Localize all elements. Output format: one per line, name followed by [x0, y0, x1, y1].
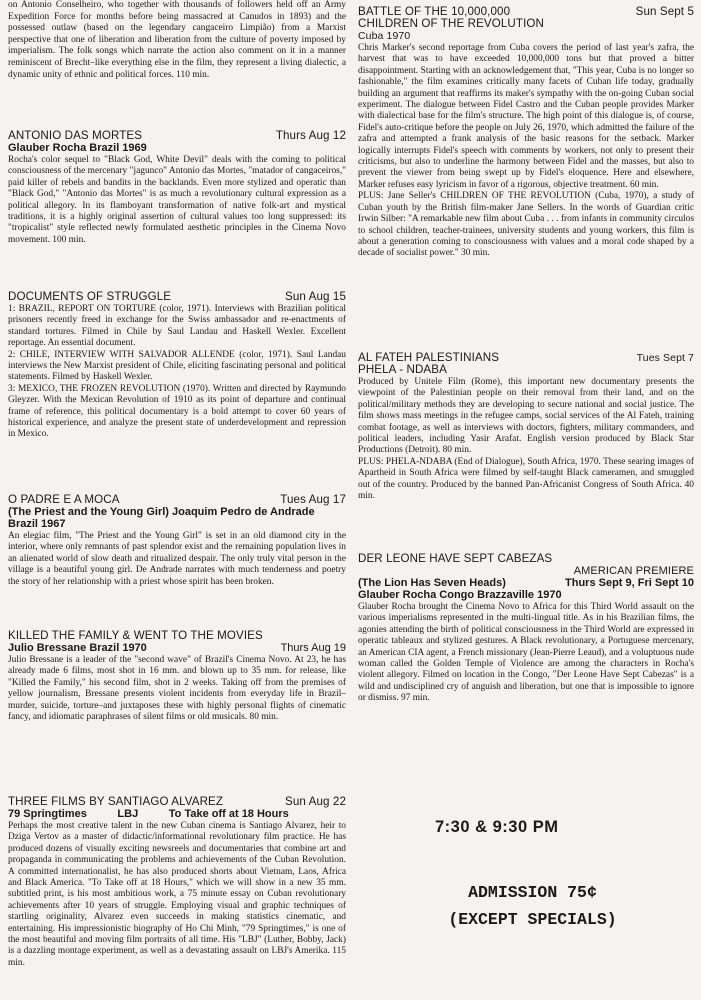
film-subtitle: PHELA - NDABA [358, 363, 447, 376]
film-title-row [8, 291, 346, 303]
admission-block [420, 879, 645, 933]
film-description: An elegiac film, "The Priest and the Young Girl" is set in an old diamond city in the interior, where only remnants of past splendor exist and the remaining population lives in an alienated world of slow death and ritualized despair. The only truly vital person in the village is a beautiful young girl. De Andrade narrates with much tenderness and poetry the story of her relationship with a priest whose spirit has been broken. [8, 531, 346, 587]
film-credits-year: Cuba 1970 [358, 30, 411, 42]
film-entry [8, 630, 346, 723]
film-title-row [8, 130, 346, 142]
admission-exception: (EXCEPT SPECIALS) [448, 910, 617, 929]
admission-price: ADMISSION 75¢ [468, 883, 597, 902]
film-description: Glauber Rocha brought the Cinema Novo to Africa for this Third World assault on the various imperialisms represented in the multi-lingual title. As in his Brazilian films, the agonies attending the birth of political consciousness in the Third World are expressed in operatic tableaux and stylized gestures. A Black revolutionary, a Portuguese mercenary, an American CIA agent, a French missionary (Jean-Pierre Leaud), and a voluptuous nude woman called the Golden Temple of Violence are among the characters in Rocha's violent allegory. Filmed on location in the Congo, "Der Leone Have Sept Cabezas" is a wild and undisciplined cry of anguish and liberation, but one that is impossible to ignore or dismiss. 97 min. [358, 602, 694, 704]
film-date: Sun Aug 22 [285, 795, 346, 808]
film-title-row [358, 553, 694, 565]
film-title: KILLED THE FAMILY & WENT TO THE MOVIES [8, 629, 263, 642]
film-title: THREE FILMS BY SANTIAGO ALVAREZ [8, 795, 224, 808]
film-date: Tues Sept 7 [636, 352, 694, 364]
film-title: DER LEONE HAVE SEPT CABEZAS [358, 552, 553, 565]
film-credits: 79 Springtimes LBJ To Take off at 18 Hours [8, 808, 289, 820]
premiere-label: AMERICAN PREMIERE [573, 565, 694, 577]
film-entry [358, 352, 694, 502]
film-entry [8, 796, 346, 969]
showtimes: 7:30 & 9:30 PM [435, 818, 559, 836]
film-title: BATTLE OF THE 10,000,000 [358, 5, 511, 18]
film-description: Chris Marker's second reportage from Cuba covers the period of last year's zafra, the harvest that was to have exceeded 10,000,000 tons but that proved a bitter disappointment. Starting with an acknowledgement that, "This year, Cuba is no longer so fashionable," the film examines critically many facets of Cuban life today, gradually building an argument that reaffirms its maker's sympathy with the on-going Cuban social experiment. The dialogue between Fidel Castro and the Cuban people provides Marker with dialectical base for the film's structure. The high point of this dialogue is, of course, Fidel's auto-critique before the people on July 26, 1970, which admitted the failure of the zafra and attempted a frank analysis of the basic reasons for the setback. Marker logically interrupts Fidel's speech with comments by workers, not only to present their criticisms, but also to underline the harmony between Fidel and the masses, but also to prevent the viewer from being swept up by Fidel's eloquence. Here and elsewhere, Marker refuses easy lyricism in favor of a rigorous, objective treatment. 60 min. PLUS: Jane Seller's CHILDREN OF THE REVOLUTION (Cuba, 1970), a study of Cuban youth by the British film-maker Jane Sellers. In the words of Guardian critic Irwin Silber: "A remarkable new film about Cuba . . . from infants in community circulos to school children, teacher-trainees, university students and young workers, this film is about a generation coming to consciousness with values and a moral code shaped by a decade of socialist power." 30 min. [358, 43, 694, 259]
film-entry [8, 291, 346, 441]
film-description: Produced by Unitele Film (Rome), this important new documentary presents the viewpoint of the Palestinian people on their removal from their land, and on the political/military methods they are developing to secure national and social justice. The film shows mass meetings in the refugee camps, social services of the Al Fateh, training combat footage, as well as interviews with doctors, fighters, military commanders, and political leaders, including Yasir Arafat. English version produced by Black Star Productions (Detroit). 80 min. PLUS: PHELA-NDABA (End of Dialogue), South Africa, 1970. These searing images of Apartheid in South Africa were filmed by self-taught Black cameramen, and smuggled out of the country. Produced by the banned Pan-Africanist Congress of South Africa. 40 min. [358, 377, 694, 502]
film-title-row [8, 494, 346, 506]
film-subtitle: CHILDREN OF THE REVOLUTION [358, 17, 544, 30]
film-credits: Glauber Rocha Congo Brazzaville 1970 [358, 589, 562, 601]
film-date: Thurs Aug 19 [280, 642, 346, 654]
film-title: ANTONIO DAS MORTES [8, 129, 143, 142]
film-date: Thurs Aug 12 [275, 129, 346, 142]
film-title-row [8, 796, 346, 808]
intro-section [8, 0, 346, 81]
film-credits: Julio Bressane Brazil 1970 [8, 642, 147, 654]
film-credits: Glauber Rocha Brazil 1969 [8, 142, 147, 154]
film-entry [358, 6, 694, 260]
film-title-row [8, 630, 346, 642]
film-credits: (The Priest and the Young Girl) Joaquim Pedro de Andrade [8, 506, 315, 518]
film-date: Sun Aug 15 [285, 290, 346, 303]
film-entry [358, 553, 694, 705]
film-title: O PADRE E A MOCA [8, 493, 120, 506]
film-credits-row [8, 642, 346, 654]
film-subtitle: (The Lion Has Seven Heads) [358, 577, 506, 589]
film-entry [8, 130, 346, 246]
film-entry [8, 494, 346, 588]
film-credits-row [358, 577, 694, 589]
film-description: 1: BRAZIL, REPORT ON TORTURE (color, 1971). Interviews with Brazilian political prisoners recently freed in exchange for the Swiss ambassador and re-enactments of standard tortures. Filmed in Chile by Saul Landau and Haskell Wexler. Excellent reportage. An essential document. 2: CHILE, INTERVIEW WITH SALVADOR ALLENDE (color, 1971). Saul Landau interviews the New Marxist president of Chile, eliciting fascinating personal and political statements. Filmed by Haskell Wexler. 3: MEXICO, THE FROZEN REVOLUTION (1970). Written and directed by Raymundo Gleyzer. With the Mexican Revolution of 1910 as its point of departure and continual frame of reference, this political documentary is a bold attempt to cover 60 years of historical experience, and analyze the present state of underdevelopment and repression in Mexico. [8, 304, 346, 440]
film-title: DOCUMENTS OF STRUGGLE [8, 290, 172, 303]
film-credits-year: Brazil 1967 [8, 518, 66, 530]
film-date: Sun Sept 5 [635, 5, 694, 18]
film-description: Rocha's color sequel to "Black God, White Devil" deals with the coming to political consciousness of the mercenary "jagunco" Antonio das Mortes, "matador of cangaceiros," paid killer of rebels and bandits in the backlands. Even more stylized and operatic than "Black God," "Antonio das Mortes" is as much a revolutionary cultural expression as a political allegory. In its flamboyant transformation of native folk-art and mystical traditions, it is a highly original assertion of cultural values too long suppressed: its "tropicalist" style reflected newly formulated aesthetic principles in the Cinema Novo movement. 100 min. [8, 155, 346, 245]
film-description: Perhaps the most creative talent in the new Cuban cinema is Santiago Alvarez, heir to Dziga Vertov as a master of didactic/informational revolutionary film practice. He has produced dozens of visually exciting newsreels and documentaries that combine art and propaganda in communicating the problems and achievements of the Cuban Revolution. A committed internationalist, he has also produced shorts about Vietnam, Laos, Africa and Black America. "To Take off at 18 Hours," which we will show in a new 35 mm. subtitled print, is his most ambitious work, a 75 minute essay on Cuban revolutionary achievements after 10 years of struggle. Employing visual and graphic techniques of startling originality, Alvarez even succeeds in making statistics cinematic, and entertaining. His impressionistic biography of Ho Chi Minh, "79 Springtimes," is one of the most beautiful and moving film portraits of all time. His "LBJ" (Luther, Bobby, Jack) is a dazzling montage experiment, as well as a devastating assault on LBJ's Amerika. 115 min. [8, 821, 346, 968]
film-title: AL FATEH PALESTINIANS [358, 351, 500, 364]
film-description: Julio Bressane is a leader of the "second wave" of Brazil's Cinema Novo. At 23, he has already made 6 films, most shot in 16 mm. and blown up to 35 mm. for release, like "Killed the Family," his second film, shot in 2 weeks. Taking off from the premises of yellow journalism, Bressane presents violent incidents from everyday life in Brazil–murder, suicide, torture–and juxtaposes these with highly personal flights of cinematic fancy, and idiomatic paraphrases of silent films or old musicals. 80 min. [8, 655, 346, 723]
film-date: Tues Aug 17 [280, 493, 346, 506]
film-date: Thurs Sept 9, Fri Sept 10 [565, 577, 694, 589]
intro-text: on Antonio Conselheiro, who together with thousands of followers held off an Army Expedition Force for months before being massacred at Canudos in 1893) and the possessed outlaw (based on the legendary cangaceiro Limpião) from a Marxist perspective that one of liberation and liberation from the culture of poverty imposed by imperialism. The folk songs which narrate the action also comment on it in a manner reminiscent of Brecht–like everything else in the film, they represent a living dialectic, a dynamic unity of ethnic and political forces. 110 min. [8, 0, 346, 80]
